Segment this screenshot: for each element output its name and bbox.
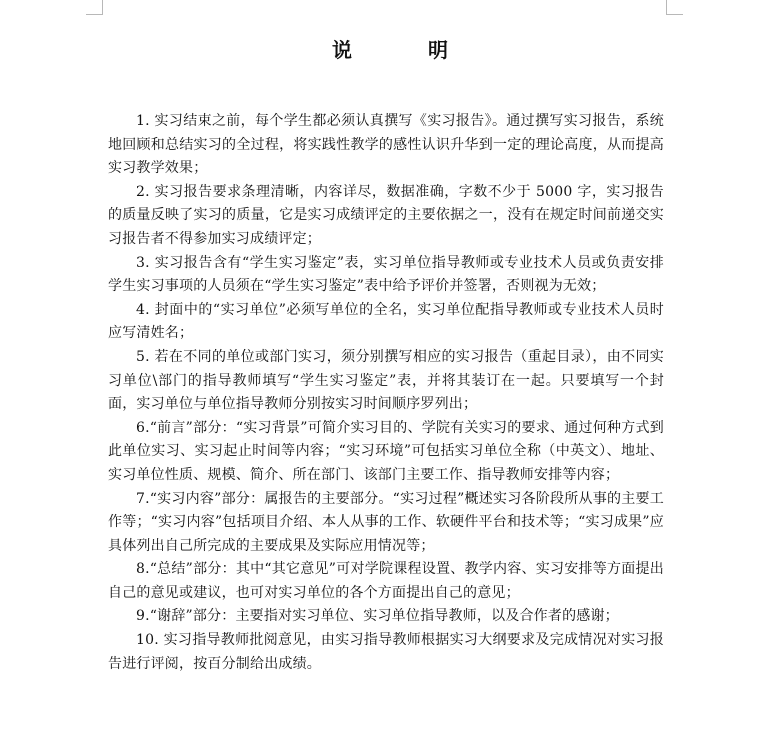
- paragraph-1: 1. 实习结束之前，每个学生都必须认真撰写《实习报告》。通过撰写实习报告，系统地回顾和总结实习的全过程，将实践性教学的感性认识升华到一定的理论高度，从而提高实习教学效果；: [108, 113, 664, 177]
- crop-mark-top-right: [666, 0, 683, 15]
- paragraph-5: 5. 若在不同的单位或部门实习，须分别撰写相应的实习报告（重起目录），由不同实习单位\部门的指导教师填写“学生实习鉴定”表，并将其装订在一起。只要填写一个封面，实习单位与单位指导教师分别按实习时间顺序罗列出；: [108, 348, 664, 413]
- paragraph-6: 6.“前言”部分：“实习背景”可简介实习目的、学院有关实习的要求、通过何种方式到此单位实习、实习起止时间等内容；“实习环境”可包括实习单位全称（中英文）、地址、实习单位性质、规模、简介、所在部门、该部门主要工作、指导教师安排等内容；: [108, 419, 664, 483]
- crop-mark-top-left: [86, 0, 103, 15]
- paragraph-4: 4. 封面中的“实习单位”必须写单位的全名，实习单位配指导教师或专业技术人员时应写清姓名；: [108, 301, 664, 342]
- paragraph-3: 3. 实习报告含有“学生实习鉴定”表，实习单位指导教师或专业技术人员或负责安排学生实习事项的人员须在“学生实习鉴定”表中给予评价并签署，否则视为无效；: [108, 254, 664, 295]
- paragraph-7: 7.“实习内容”部分：属报告的主要部分。“实习过程”概述实习各阶段所从事的主要工作等；“实习内容”包括项目介绍、本人从事的工作、软硬件平台和技术等；“实习成果”应具体列出自己所完成的主要成果及实际应用情况等；: [108, 490, 664, 554]
- paragraph-10: 10. 实习指导教师批阅意见，由实习指导教师根据实习大纲要求及完成情况对实习报告进行评阅，按百分制给出成绩。: [108, 632, 664, 672]
- paragraph-9: 9.“谢辞”部分：主要指对实习单位、实习单位指导教师，以及合作者的感谢；: [136, 608, 619, 625]
- page-title: 说 明: [332, 38, 476, 62]
- paragraph-2: 2. 实习报告要求条理清晰，内容详尽，数据准确，字数不少于 5000 字，实习报告的质量反映了实习的质量，它是实习成绩评定的主要依据之一，没有在规定时间前递交实习报告者不得参加实习成绩评定；: [108, 183, 664, 247]
- paragraph-8: 8.“总结”部分：其中“其它意见”可对学院课程设置、教学内容、实习安排等方面提出自己的意见或建议，也可对实习单位的各个方面提出自己的意见；: [108, 561, 664, 601]
- body-text: [108, 110, 664, 676]
